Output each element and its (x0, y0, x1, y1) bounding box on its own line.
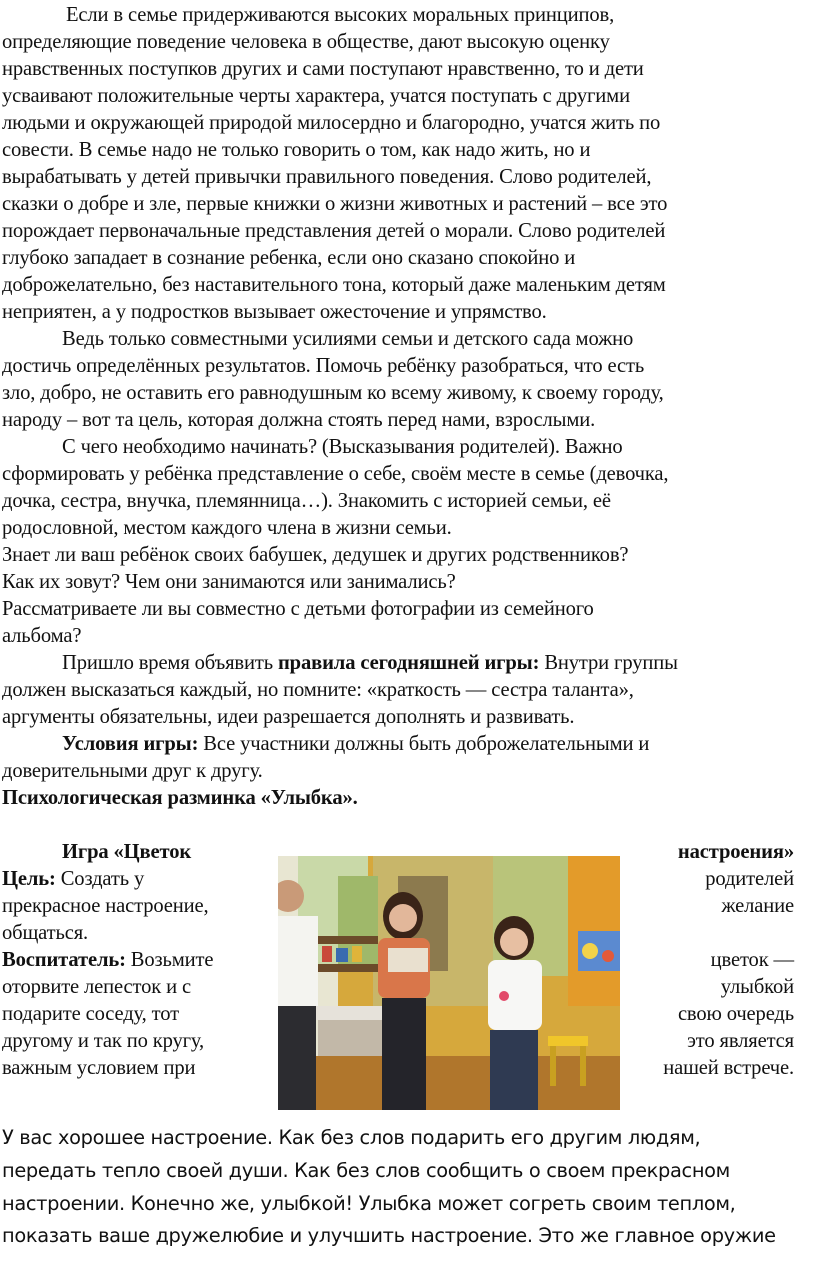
conditions-line (62, 731, 649, 758)
game-row-right: свою очередь (677, 1003, 794, 1025)
question-line: альбома? (2, 625, 82, 647)
conditions-line: доверительными друг к другу. (2, 760, 263, 782)
paragraph2-line: народу – вот та цель, которая должна стоять перед нами, взрослыми. (2, 409, 596, 431)
game-row-right: нашей встрече. (663, 1057, 794, 1079)
goal-label: Цель: (2, 868, 56, 890)
paragraph1-line: доброжелательно, без наставительного тона, который даже маленьким детям (2, 274, 666, 296)
game-teacher-line (2, 947, 213, 974)
paragraph1-line: нравственных поступков других и сами поступают нравственно, то и дети (2, 58, 644, 80)
closing-line: передать тепло своей души. Как без слов сообщить о своем прекрасном (2, 1159, 730, 1182)
game-goal-right: родителей (705, 868, 794, 890)
paragraph3-line: сформировать у ребёнка представление о себе, своём месте в семье (девочка, (2, 463, 669, 485)
paragraph1-line: людьми и окружающей природой милосердно и благородно, учатся жить по (2, 112, 661, 134)
game-row-left: важным условием при (2, 1057, 196, 1079)
goal-text: Создать у (55, 868, 145, 890)
paragraph1-line: сказки о добре и зле, первые книжки о жизни животных и растений – все это (2, 193, 668, 215)
question-line: Рассматриваете ли вы совместно с детьми фотографии из семейного (2, 598, 594, 620)
paragraph3-line: родословной, местом каждого члена в жизни семьи. (2, 517, 452, 539)
question-line: Как их зовут? Чем они занимаются или занимались? (2, 571, 456, 593)
paragraph1-line: усваивают положительные черты характера, учатся поступать с другими (2, 85, 630, 107)
teacher-label: Воспитатель: (2, 949, 126, 971)
rules-bold: правила сегодняшней игры: (277, 652, 540, 674)
game-row-left: подарите соседу, тот (2, 1003, 179, 1025)
rules-line: должен высказаться каждый, но помните: «краткость — сестра таланта», (2, 679, 634, 701)
paragraph2-line: достичь определённых результатов. Помочь ребёнку разобраться, что есть (2, 355, 645, 377)
paragraph2-line: Ведь только совместными усилиями семьи и детского сада можно (62, 328, 634, 350)
paragraph3-line: С чего необходимо начинать? (Высказывания родителей). Важно (62, 436, 623, 458)
paragraph1-line: совести. В семье надо не только говорить о том, как надо жить, но и (2, 139, 591, 161)
game-title-left: Игра «Цветок (62, 841, 192, 863)
rules-text: Пришло время объявить (62, 652, 278, 674)
game-row-left: другому и так по кругу, (2, 1030, 205, 1052)
warmup-heading: Психологическая разминка «Улыбка». (2, 787, 358, 809)
game-title-right: настроения» (677, 841, 794, 863)
paragraph2-line: зло, добро, не оставить его равнодушным ко всему живому, к своему городу, (2, 382, 664, 404)
game-row-left: оторвите лепесток и с (2, 976, 191, 998)
game-row-left: прекрасное настроение, (2, 895, 209, 917)
game-row-right: улыбкой (720, 976, 794, 998)
game-row-right: цветок — (710, 949, 794, 971)
game-row-left: общаться. (2, 922, 89, 944)
paragraph1-line: Если в семье придерживаются высоких моральных принципов, (66, 4, 615, 26)
teacher-text: Возьмите (125, 949, 214, 971)
group-photo (278, 856, 620, 1110)
closing-line: У вас хорошее настроение. Как без слов подарить его другим людям, (2, 1126, 701, 1149)
paragraph1-line: порождает первоначальные представления детей о морали. Слово родителей (2, 220, 666, 242)
rules-line: аргументы обязательны, идеи разрешается дополнять и развивать. (2, 706, 575, 728)
game-goal-line (2, 866, 144, 893)
paragraph1-line: глубоко западает в сознание ребенка, если оно сказано спокойно и (2, 247, 576, 269)
group-photo-illustration (278, 856, 620, 1110)
paragraph1-line: неприятен, а у подростков вызывает ожесточение и упрямство. (2, 301, 547, 323)
paragraph1-line: вырабатывать у детей привычки правильного поведения. Слово родителей, (2, 166, 652, 188)
conditions-text: Все участники должны быть доброжелательными и (198, 733, 650, 755)
game-row-right: желание (721, 895, 794, 917)
game-row-right: это является (687, 1030, 794, 1052)
rules-text: Внутри группы (539, 652, 678, 674)
closing-line: показать ваше дружелюбие и улучшить настроение. Это же главное оружие (2, 1224, 776, 1247)
question-line: Знает ли ваш ребёнок своих бабушек, дедушек и других родственников? (2, 544, 629, 566)
paragraph1-line: определяющие поведение человека в обществе, дают высокую оценку (2, 31, 610, 53)
closing-line: настроении. Конечно же, улыбкой! Улыбка может согреть своим теплом, (2, 1192, 736, 1215)
rules-line (62, 650, 678, 677)
paragraph3-line: дочка, сестра, внучка, племянница…). Знакомить с историей семьи, её (2, 490, 611, 512)
conditions-bold: Условия игры: (62, 733, 199, 755)
